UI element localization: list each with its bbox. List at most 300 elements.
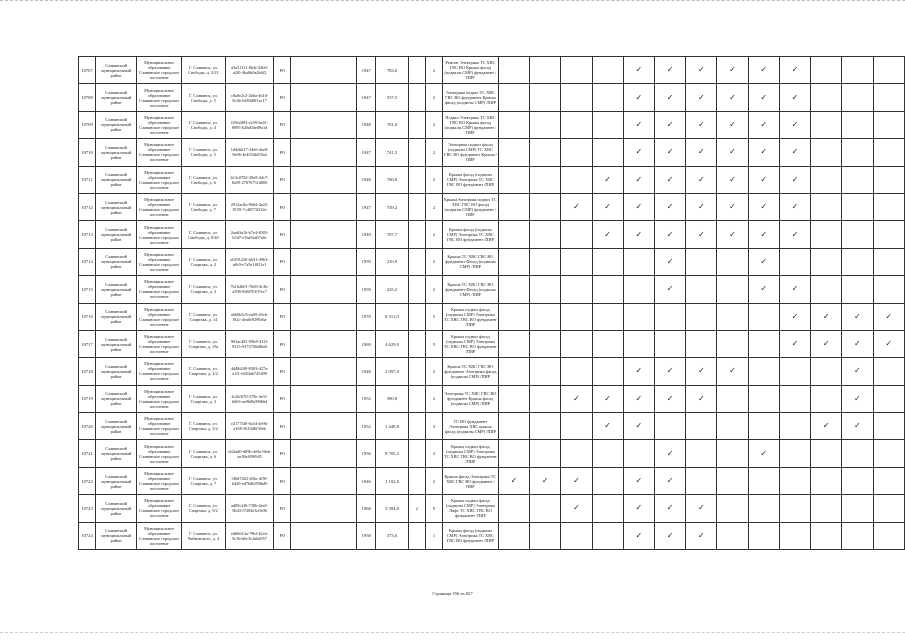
address-cell: Г. Славянск, ул. Свободы, д. 4: [182, 111, 226, 138]
year-cell: 1947: [357, 139, 376, 166]
work-check-cell: [654, 440, 685, 467]
work-check-cell: [561, 385, 592, 412]
object-code-cell: 2aa63a1b-b7e4-4003-b5d7-e1ba5ea07a6c: [225, 221, 273, 248]
floors-cell: [408, 111, 425, 138]
work-check-cell: [779, 139, 810, 166]
type-cell: РО: [274, 57, 291, 84]
table-row: [79, 84, 905, 111]
object-code-cell: 7b162b01-7b00-4c3b-a598-8d6f70107ec7: [225, 276, 273, 303]
work-check-cell: [748, 248, 779, 275]
owner-cell: Муниципальное образование Славянское городское поселение: [137, 358, 182, 385]
work-check-cell: [842, 358, 873, 385]
work-check-cell: [530, 413, 561, 440]
work-check-cell: [748, 111, 779, 138]
table-row: [79, 358, 905, 385]
work-check-cell: [811, 248, 842, 275]
floors-cell: [408, 467, 425, 494]
work-check-cell: [842, 57, 873, 84]
works-cell: КрышаЭлектрика подвал ТС ХВС ГВС ВО фасад (подвалы СМР) фундамент /ПИР: [442, 193, 498, 220]
work-check-cell: [842, 139, 873, 166]
district-cell: Славянский муниципальный район: [96, 193, 137, 220]
work-check-cell: [811, 139, 842, 166]
work-check-cell: [779, 495, 810, 522]
work-check-cell: [748, 385, 779, 412]
work-check-cell: [717, 193, 748, 220]
type-cell: РО: [274, 139, 291, 166]
address-cell: Г. Славянск, ул. Спартака, д. 7: [182, 467, 226, 494]
area-cell: 8 311,0: [376, 303, 409, 330]
work-check-cell: [842, 495, 873, 522]
district-cell: Славянский муниципальный район: [96, 330, 137, 357]
work-check-cell: [842, 303, 873, 330]
work-check-cell: [779, 522, 810, 549]
work-check-cell: [592, 385, 623, 412]
work-check-cell: [592, 522, 623, 549]
checkmark-icon: ✓: [760, 229, 768, 239]
checkmark-icon: ✓: [822, 339, 830, 349]
work-check-cell: [498, 385, 529, 412]
work-check-cell: [779, 413, 810, 440]
work-check-cell: [873, 221, 905, 248]
owner-cell: Муниципальное образование Славянское городское поселение: [137, 522, 182, 549]
checkmark-icon: ✓: [666, 530, 674, 540]
work-check-cell: [592, 84, 623, 111]
year-cell: 1947: [357, 193, 376, 220]
work-check-cell: [717, 385, 748, 412]
address-cell: Г. Славянск, ул. Спартака, д. 2: [182, 248, 226, 275]
work-check-cell: [779, 221, 810, 248]
work-check-cell: [811, 385, 842, 412]
checkmark-icon: ✓: [854, 366, 861, 376]
year-cell: 1952: [357, 413, 376, 440]
work-check-cell: [654, 358, 685, 385]
type-cell: РО: [274, 467, 291, 494]
checkmark-icon: ✓: [666, 92, 674, 102]
work-check-cell: [561, 303, 592, 330]
work-check-cell: [686, 57, 717, 84]
object-code-cell: a6b0b5c9-ea09-43cb-8f2c-4ea0e9299a6a: [225, 303, 273, 330]
address-cell: Г. Славянск, ул. Свободы, д. 8/40: [182, 221, 226, 248]
work-check-cell: [530, 440, 561, 467]
work-check-cell: [811, 440, 842, 467]
work-check-cell: [811, 84, 842, 111]
address-cell: Г. Славянск, ул. Спартака, д. 9/2: [182, 495, 226, 522]
entrances-cell: 2: [425, 385, 442, 412]
owner-cell: Муниципальное образование Славянское городское поселение: [137, 330, 182, 357]
district-cell: Славянский муниципальный район: [96, 385, 137, 412]
type-cell: РО: [274, 413, 291, 440]
checkmark-icon: ✓: [666, 119, 674, 129]
work-check-cell: [654, 84, 685, 111]
work-check-cell: [717, 57, 748, 84]
work-check-cell: [717, 440, 748, 467]
checkmark-icon: ✓: [791, 284, 799, 294]
checkmark-icon: ✓: [666, 174, 674, 184]
blank-cell: [291, 111, 357, 138]
checkmark-icon: ✓: [697, 119, 705, 129]
work-check-cell: [498, 467, 529, 494]
work-check-cell: [530, 522, 561, 549]
work-check-cell: [873, 193, 905, 220]
district-cell: Славянский муниципальный район: [96, 522, 137, 549]
floors-cell: [408, 57, 425, 84]
area-cell: 749,2: [376, 193, 409, 220]
checkmark-icon: ✓: [635, 92, 643, 102]
work-check-cell: [498, 495, 529, 522]
object-code-cell: e0291220-b631-49b3-a8c9-e7a5e1f021e1: [225, 248, 273, 275]
checkmark-icon: ✓: [604, 202, 611, 212]
row-number-cell: 10718: [79, 358, 96, 385]
floors-cell: [408, 413, 425, 440]
object-code-cell: 963ac481-09b8-412f-9315-9373700a8be6: [225, 330, 273, 357]
area-cell: 781,0: [376, 111, 409, 138]
work-check-cell: [561, 193, 592, 220]
work-check-cell: [686, 193, 717, 220]
work-check-cell: [873, 111, 905, 138]
works-cell: ТС ВО фундамент Электрика ХВС крыша фасад (подвалы СМР) /ПИР: [442, 413, 498, 440]
work-check-cell: [654, 495, 685, 522]
entrances-cell: 2: [425, 248, 442, 275]
district-cell: Славянский муниципальный район: [96, 139, 137, 166]
object-code-cell: ed66614a-79bf-42cb-9c3b-b6c3c4a6a957: [225, 522, 273, 549]
works-cell: Ремонт Электрика ТС ХВС ГВС ВО Крыша фасад (подвалы СМР) фундамент /ПИР: [442, 57, 498, 84]
checkmark-icon: ✓: [729, 366, 736, 376]
blank-cell: [291, 467, 357, 494]
checkmark-icon: ✓: [635, 503, 643, 513]
top-edge-line: [0, 0, 905, 4]
work-check-cell: [561, 440, 592, 467]
blank-cell: [291, 358, 357, 385]
checkmark-icon: ✓: [760, 65, 768, 75]
year-cell: 1946: [357, 467, 376, 494]
work-check-cell: [530, 358, 561, 385]
work-check-cell: [748, 495, 779, 522]
blank-cell: [291, 303, 357, 330]
work-check-cell: [717, 495, 748, 522]
type-cell: РО: [274, 84, 291, 111]
entrances-cell: 2: [425, 84, 442, 111]
district-cell: Славянский муниципальный район: [96, 111, 137, 138]
year-cell: 1958: [357, 522, 376, 549]
table-row: [79, 413, 905, 440]
work-check-cell: [811, 221, 842, 248]
work-check-cell: [592, 276, 623, 303]
checkmark-icon: ✓: [635, 393, 643, 403]
owner-cell: Муниципальное образование Славянское городское поселение: [137, 276, 182, 303]
checkmark-icon: ✓: [666, 448, 674, 458]
checkmark-icon: ✓: [791, 174, 799, 184]
entrances-cell: 2: [425, 358, 442, 385]
district-cell: Славянский муниципальный район: [96, 413, 137, 440]
year-cell: 1952: [357, 385, 376, 412]
work-check-cell: [686, 495, 717, 522]
checkmark-icon: ✓: [760, 256, 768, 266]
owner-cell: Муниципальное образование Славянское городское поселение: [137, 303, 182, 330]
work-check-cell: [873, 57, 905, 84]
checkmark-icon: ✓: [791, 311, 799, 321]
entrances-cell: 2: [425, 193, 442, 220]
work-check-cell: [811, 495, 842, 522]
work-check-cell: [498, 303, 529, 330]
address-cell: Г. Славянск, ул. Спартака, д. 15а: [182, 330, 226, 357]
checkmark-icon: ✓: [666, 503, 674, 513]
work-check-cell: [748, 413, 779, 440]
checkmark-icon: ✓: [635, 147, 643, 157]
address-cell: Г. Славянск, ул. Спартака, д. 6: [182, 440, 226, 467]
checkmark-icon: ✓: [760, 202, 768, 212]
work-check-cell: [779, 57, 810, 84]
table-row: [79, 276, 905, 303]
area-cell: 210,9: [376, 248, 409, 275]
object-code-cell: e2177f40-6a54-4e9b-a168-5610d6f38eb: [225, 413, 273, 440]
work-check-cell: [873, 467, 905, 494]
work-check-cell: [498, 166, 529, 193]
area-cell: 3 394,8: [376, 495, 409, 522]
works-cell: Крыша фасад Электрика ТС ХВС ГВС ВО фундамент /ПИР: [442, 467, 498, 494]
floors-cell: [408, 330, 425, 357]
blank-cell: [291, 440, 357, 467]
work-check-cell: [686, 111, 717, 138]
work-check-cell: [873, 303, 905, 330]
owner-cell: Муниципальное образование Славянское городское поселение: [137, 413, 182, 440]
entrances-cell: 2: [425, 221, 442, 248]
work-check-cell: [498, 139, 529, 166]
district-cell: Славянский муниципальный район: [96, 358, 137, 385]
work-check-cell: [842, 330, 873, 357]
row-number-cell: 10716: [79, 303, 96, 330]
table-row: [79, 385, 905, 412]
entrances-cell: 3: [425, 413, 442, 440]
checkmark-icon: ✓: [760, 119, 768, 129]
checkmark-icon: ✓: [635, 202, 643, 212]
work-check-cell: [717, 84, 748, 111]
floors-cell: 2: [408, 495, 425, 522]
row-number-cell: 10714: [79, 248, 96, 275]
work-check-cell: [779, 440, 810, 467]
entrances-cell: 2: [425, 111, 442, 138]
floors-cell: [408, 248, 425, 275]
checkmark-icon: ✓: [510, 476, 518, 486]
owner-cell: Муниципальное образование Славянское городское поселение: [137, 84, 182, 111]
work-check-cell: [686, 84, 717, 111]
checkmark-icon: ✓: [760, 147, 768, 157]
checkmark-icon: ✓: [697, 147, 705, 157]
work-check-cell: [592, 413, 623, 440]
checkmark-icon: ✓: [666, 229, 674, 239]
work-check-cell: [779, 276, 810, 303]
work-check-cell: [811, 413, 842, 440]
work-check-cell: [779, 193, 810, 220]
address-cell: Г. Славянск, ул. Свободы, д. 7: [182, 193, 226, 220]
area-cell: 8 705,2: [376, 440, 409, 467]
work-check-cell: [561, 139, 592, 166]
work-check-cell: [561, 166, 592, 193]
type-cell: РО: [274, 193, 291, 220]
checkmark-icon: ✓: [697, 174, 705, 184]
address-cell: Г. Славянск, ул. Свободы, д. 5: [182, 84, 226, 111]
work-check-cell: [717, 276, 748, 303]
checkmark-icon: ✓: [854, 421, 861, 431]
work-check-cell: [842, 440, 873, 467]
checkmark-icon: ✓: [573, 476, 580, 486]
work-check-cell: [811, 166, 842, 193]
work-check-cell: [842, 385, 873, 412]
address-cell: Г. Славянск, ул. Чайковского, д. 4: [182, 522, 226, 549]
checkmark-icon: ✓: [822, 421, 830, 431]
district-cell: Славянский муниципальный район: [96, 166, 137, 193]
row-number-cell: 10724: [79, 522, 96, 549]
work-check-cell: [530, 111, 561, 138]
work-check-cell: [561, 358, 592, 385]
work-check-cell: [873, 358, 905, 385]
object-code-cell: b13c0702-28e8-44c7-8a59-27876751d006: [225, 166, 273, 193]
work-check-cell: [561, 495, 592, 522]
work-check-cell: [530, 84, 561, 111]
year-cell: 1947: [357, 84, 376, 111]
district-cell: Славянский муниципальный район: [96, 276, 137, 303]
work-check-cell: [654, 221, 685, 248]
entrances-cell: 1: [425, 522, 442, 549]
checkmark-icon: ✓: [854, 339, 861, 349]
type-cell: РО: [274, 330, 291, 357]
work-check-cell: [592, 495, 623, 522]
work-check-cell: [592, 221, 623, 248]
work-check-cell: [654, 303, 685, 330]
blank-cell: [291, 84, 357, 111]
year-cell: 1949: [357, 221, 376, 248]
work-check-cell: [686, 522, 717, 549]
checkmark-icon: ✓: [697, 229, 705, 239]
owner-cell: Муниципальное образование Славянское городское поселение: [137, 467, 182, 494]
entrances-cell: 5: [425, 330, 442, 357]
work-check-cell: [779, 303, 810, 330]
year-cell: 1948: [357, 111, 376, 138]
district-cell: Славянский муниципальный район: [96, 84, 137, 111]
work-check-cell: [561, 221, 592, 248]
work-check-cell: [498, 84, 529, 111]
work-check-cell: [717, 166, 748, 193]
checkmark-icon: ✓: [635, 421, 643, 431]
owner-cell: Муниципальное образование Славянское городское поселение: [137, 193, 182, 220]
checkmark-icon: ✓: [604, 393, 611, 403]
blank-cell: [291, 248, 357, 275]
checkmark-icon: ✓: [760, 92, 768, 102]
work-check-cell: [811, 303, 842, 330]
floors-cell: [408, 303, 425, 330]
work-check-cell: [686, 276, 717, 303]
checkmark-icon: ✓: [635, 476, 643, 486]
area-cell: 1 449,8: [376, 413, 409, 440]
work-check-cell: [623, 111, 654, 138]
work-check-cell: [686, 413, 717, 440]
object-code-cell: ad09c2f6-738b-4ea5-8b43-f7284e3c0e06: [225, 495, 273, 522]
work-check-cell: [748, 330, 779, 357]
work-check-cell: [623, 522, 654, 549]
work-check-cell: [842, 84, 873, 111]
work-check-cell: [842, 248, 873, 275]
work-check-cell: [530, 193, 561, 220]
checkmark-icon: ✓: [697, 393, 705, 403]
checkmark-icon: ✓: [729, 229, 736, 239]
object-code-cell: f29e2d93-e239-4a41-8995-b26d0de09a1d: [225, 111, 273, 138]
work-check-cell: [561, 57, 592, 84]
table-row: [79, 440, 905, 467]
type-cell: РО: [274, 276, 291, 303]
address-cell: Г. Славянск, ул. Спартака, д. 2/2: [182, 358, 226, 385]
blank-cell: [291, 139, 357, 166]
floors-cell: [408, 84, 425, 111]
work-check-cell: [654, 413, 685, 440]
works-cell: Крыша ТС ХВС ГВС ВО фундамент Фасад (подвалы СМР) /ПИР: [442, 248, 498, 275]
owner-cell: Муниципальное образование Славянское городское поселение: [137, 385, 182, 412]
type-cell: РО: [274, 111, 291, 138]
checkmark-icon: ✓: [635, 530, 643, 540]
year-cell: 1948: [357, 166, 376, 193]
checkmark-icon: ✓: [791, 147, 799, 157]
work-check-cell: [623, 248, 654, 275]
floors-cell: [408, 276, 425, 303]
row-number-cell: 10723: [79, 495, 96, 522]
works-cell: Крыша фасад (подвалы СМР) Электрика ТС ХВС ГВС ВО фундамент /ПИР: [442, 522, 498, 549]
work-check-cell: [498, 193, 529, 220]
district-cell: Славянский муниципальный район: [96, 467, 137, 494]
work-check-cell: [811, 358, 842, 385]
work-check-cell: [623, 330, 654, 357]
work-check-cell: [717, 139, 748, 166]
checkmark-icon: ✓: [697, 366, 705, 376]
work-check-cell: [873, 276, 905, 303]
works-cell: Крыша ТС ХВС ГВС ВО фундамент Электрика фасад (подвалы СМР) /ПИР: [442, 358, 498, 385]
year-cell: 1947: [357, 57, 376, 84]
checkmark-icon: ✓: [885, 311, 893, 321]
work-check-cell: [842, 166, 873, 193]
checkmark-icon: ✓: [666, 202, 674, 212]
type-cell: РО: [274, 303, 291, 330]
checkmark-icon: ✓: [604, 229, 611, 239]
work-check-cell: [592, 166, 623, 193]
work-check-cell: [811, 111, 842, 138]
work-check-cell: [623, 413, 654, 440]
work-check-cell: [748, 139, 779, 166]
checkmark-icon: ✓: [791, 65, 799, 75]
table-row: [79, 166, 905, 193]
object-code-cell: 4d48d3f0-8303-427a-a1f1-6454ab745499: [225, 358, 273, 385]
checkmark-icon: ✓: [635, 174, 643, 184]
work-check-cell: [623, 385, 654, 412]
type-cell: РО: [274, 522, 291, 549]
work-check-cell: [654, 248, 685, 275]
checkmark-icon: ✓: [697, 65, 705, 75]
address-cell: Г. Славянск, ул. Спартака, д. 3: [182, 385, 226, 412]
work-check-cell: [779, 166, 810, 193]
work-check-cell: [592, 358, 623, 385]
floors-cell: [408, 440, 425, 467]
work-check-cell: [748, 303, 779, 330]
district-cell: Славянский муниципальный район: [96, 248, 137, 275]
entrances-cell: 2: [425, 276, 442, 303]
works-cell: Крыша фасад (подвалы СМР) Электрика ТС ХВС ГВС ВО фундамент /ПИР: [442, 221, 498, 248]
year-cell: 1968: [357, 495, 376, 522]
district-cell: Славянский муниципальный район: [96, 221, 137, 248]
checkmark-icon: ✓: [729, 147, 736, 157]
work-check-cell: [498, 358, 529, 385]
work-check-cell: [873, 385, 905, 412]
owner-cell: Муниципальное образование Славянское городское поселение: [137, 139, 182, 166]
address-cell: Г. Славянск, ул. Свободы, д. 6: [182, 166, 226, 193]
checkmark-icon: ✓: [573, 202, 580, 212]
type-cell: РО: [274, 221, 291, 248]
works-cell: Крыша подвал фасад (подвалы СМР) Электрика ТС ХВС ГВС ВО фундамент /ПИР: [442, 440, 498, 467]
